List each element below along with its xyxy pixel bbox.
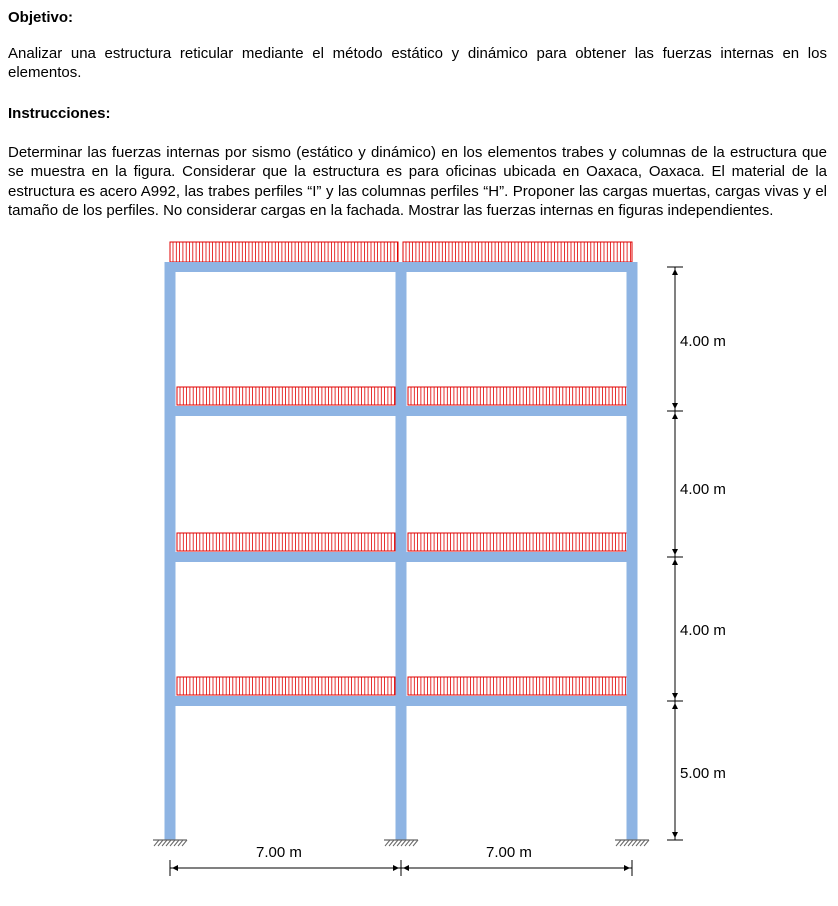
objective-text: Analizar una estructura reticular mediante el método estático y dinámico para obtener las fuerzas internas en los elementos. [8, 45, 827, 82]
floor-load-1-bay-1 [177, 677, 395, 695]
story-height-label-2: 4.00 m [680, 622, 726, 639]
beam-level-4 [165, 262, 638, 272]
column-3 [627, 262, 638, 840]
load-outline [170, 242, 398, 262]
support-1 [153, 840, 187, 846]
story-height-label-4: 4.00 m [680, 333, 726, 350]
beam-level-2 [165, 552, 638, 562]
bay-width-label-1: 7.00 m [256, 844, 302, 861]
floor-load-1-bay-2 [408, 677, 627, 695]
beam-level-1 [165, 696, 638, 706]
story-height-label-3: 4.00 m [680, 481, 726, 498]
floor-load-2-bay-2 [408, 533, 627, 551]
beam-level-3 [165, 406, 638, 416]
floor-load-3-bay-1 [177, 387, 395, 405]
fixed-supports [153, 840, 649, 846]
floor-load-2-bay-1 [177, 533, 395, 551]
roof-load-bay-1 [170, 242, 398, 262]
column-1 [165, 262, 176, 840]
support-3 [615, 840, 649, 846]
instructions-text: Determinar las fuerzas internas por sismo (estático y dinámico) en los elementos trabes y columnas de la estructura que se muestra en la figura. Considerar que la estructura es para oficinas ubicada en Oaxaca, Oaxaca. El material de la estructura es acero A992, las trabes perfiles “I” y las columnas perfiles “H”. Proponer las cargas muertas, cargas vivas y el tamaño de los perfiles. No considerar cargas en la fachada. Mostrar las fuerzas internas en figuras independientes. [8, 144, 827, 220]
instructions-heading: Instrucciones: [8, 105, 111, 122]
support-2 [384, 840, 418, 846]
objective-heading: Objetivo: [8, 9, 74, 26]
column-2 [396, 262, 407, 840]
story-height-label-1: 5.00 m [680, 765, 726, 782]
dimension-lines [170, 267, 683, 876]
bay-width-label-2: 7.00 m [486, 844, 532, 861]
roof-load-bay-2 [403, 242, 632, 262]
floor-load-3-bay-2 [408, 387, 627, 405]
